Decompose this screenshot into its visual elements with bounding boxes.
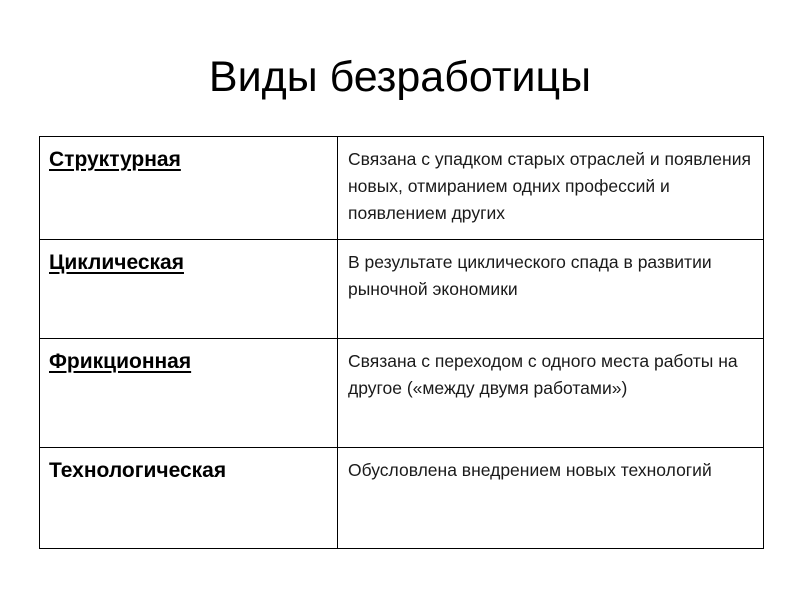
term-cell bbox=[40, 448, 338, 549]
table-row bbox=[40, 137, 764, 240]
table-row bbox=[40, 448, 764, 549]
description-cell bbox=[338, 137, 764, 240]
description-cyclical: В результате циклического спада в развитии рыночной экономики bbox=[348, 252, 712, 299]
term-cell bbox=[40, 240, 338, 339]
unemployment-types-table bbox=[39, 136, 764, 549]
description-frictional: Связана с переходом с одного места работы на другое («между двумя работами») bbox=[348, 351, 738, 398]
description-cell bbox=[338, 448, 764, 549]
term-structural: Структурная bbox=[49, 148, 181, 171]
term-cell bbox=[40, 137, 338, 240]
description-cell bbox=[338, 339, 764, 448]
term-frictional: Фрикционная bbox=[49, 350, 192, 373]
term-cyclical: Циклическая bbox=[49, 251, 184, 274]
description-cell bbox=[338, 240, 764, 339]
term-cell bbox=[40, 339, 338, 448]
table-row bbox=[40, 240, 764, 339]
description-structural: Связана с упадком старых отраслей и появления новых, отмиранием одних профессий и появлением других bbox=[348, 149, 751, 223]
description-technological: Обусловлена внедрением новых технологий bbox=[348, 460, 712, 480]
table-row bbox=[40, 339, 764, 448]
slide-title: Виды безработицы bbox=[208, 53, 592, 101]
term-technological: Технологическая bbox=[49, 459, 227, 482]
